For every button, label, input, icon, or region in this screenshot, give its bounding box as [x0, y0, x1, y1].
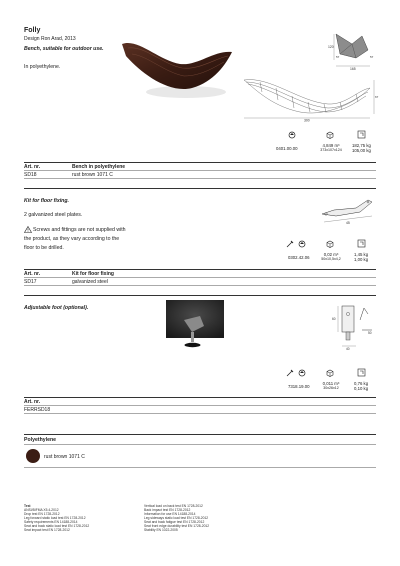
foot-dim-b: 50 [368, 331, 372, 335]
customs-code-2: 0302.42.06 [288, 255, 310, 260]
volume-dimensions: 373x107x124 [320, 148, 342, 152]
dim-width: 165 [350, 67, 356, 71]
test-item: Stability EN 1022-2005 [144, 528, 178, 532]
tests-right-list [144, 504, 209, 532]
finish-swatch-label: rust brown 1071 C [44, 454, 85, 460]
dim-h2: 57 [336, 55, 340, 59]
product-title: Folly [24, 27, 41, 34]
volume-dimensions-2: 50x10,5x4,2 [321, 257, 341, 261]
table2-row-desc: galvanized steel [72, 279, 108, 285]
weight-icon-2 [357, 239, 366, 248]
warning-icon [24, 226, 32, 233]
volume-dimensions-3: 30x26x12 [323, 386, 339, 390]
test-item: Back impact test EN 1728-2012 [144, 508, 191, 512]
wireframe-drawing [240, 72, 378, 122]
gross-weight-3: 0,76 kg [354, 381, 369, 386]
volume-value-3: 0,011 m³ [322, 381, 340, 386]
weight-icon [357, 130, 366, 139]
test-item: ANSI/BIFMA X5.4-2012 [24, 508, 59, 512]
net-weight-3: 0,10 kg [354, 386, 369, 391]
test-item: Seat front edge durability test EN 1728-2012 [144, 524, 210, 528]
bench-photo [118, 30, 236, 102]
dim-depth: 67 [375, 95, 379, 99]
table3-row-code: FERRSD18 [24, 407, 51, 413]
test-item: Leg forward static load test EN 1728-2012 [24, 516, 86, 520]
gross-weight: 182,75 kg [352, 143, 371, 148]
table3-col-art: Art. nr. [24, 399, 41, 405]
table2-col-art: Art. nr. [24, 271, 41, 277]
volume-value: 4,849 m³ [322, 143, 340, 148]
steel-plate-drawing [316, 196, 378, 230]
test-item: Drop test EN 1728-2012 [24, 512, 60, 516]
foot-dim-a: 60 [332, 317, 336, 321]
volume-value-2: 0,02 m³ [323, 252, 339, 257]
customs-code: 0401.00.00 [276, 146, 298, 151]
table1-row-desc: rust brown 1071 C [72, 172, 113, 178]
gross-weight-2: 1,45 kg [354, 252, 369, 257]
volume-cube-icon-2 [326, 240, 334, 248]
customs-code-icon-2 [298, 240, 306, 248]
warning-line-3: floor to be drilled. [24, 245, 64, 251]
screw-icon [286, 240, 294, 248]
customs-code-icon [288, 131, 296, 139]
net-weight: 105,00 kg [352, 148, 371, 153]
dim-h3: 57 [370, 55, 374, 59]
side-view-drawing [326, 30, 378, 74]
foot-photo [166, 300, 224, 350]
tests-left-list [24, 508, 89, 532]
foot-title: Adjustable foot (optional). [24, 305, 89, 311]
table2-row-code: SD17 [24, 279, 37, 285]
dim-height: 120 [328, 45, 334, 49]
designer-credit: Design Ron Arad, 2013 [24, 36, 76, 42]
kit-description: 2 galvanized steel plates. [24, 212, 83, 218]
finish-swatch [26, 449, 40, 463]
screw-icon-2 [286, 369, 294, 377]
finish-heading: Polyethylene [24, 437, 57, 443]
test-item: Safety requirements EN 14188-2014 [24, 520, 78, 524]
volume-cube-icon [326, 131, 334, 139]
kit-title: Kit for floor fixing. [24, 198, 69, 204]
table1-row-code: SD18 [24, 172, 37, 178]
warning-line-2: the product, as they vary according to the [24, 236, 120, 242]
test-item: Leg sideways static load test EN 1728-2012 [144, 516, 209, 520]
material-note: In polyethylene. [24, 64, 61, 70]
test-item: Seat and back fatigue test EN 1728-2012 [144, 520, 205, 524]
test-item: Seat and back static load test EN 1728-2012 [24, 524, 90, 528]
dim-length: 300 [304, 118, 310, 123]
foot-drawing [332, 300, 378, 352]
foot-dim-c: 40 [346, 347, 350, 351]
product-subtitle: Bench, suitable for outdoor use. [24, 46, 104, 52]
table1-col-desc: Bench in polyethylene [72, 164, 126, 170]
test-item: Seat impact test EN 1728-2012 [24, 528, 70, 532]
customs-code-icon-3 [298, 369, 306, 377]
table2-col-desc: Kit for floor fixing [72, 271, 114, 277]
warning-line-1: Screws and fittings are not supplied with [33, 227, 126, 233]
test-item: Information for use EN 14188-2014 [144, 512, 196, 516]
test-item: Vertical load on back test EN 1728-2012 [144, 504, 203, 508]
plate-dimension: 45 [346, 221, 350, 225]
customs-code-3: 7318.19.00 [288, 384, 310, 389]
weight-icon-3 [357, 368, 366, 377]
tests-heading: Test [24, 504, 31, 508]
net-weight-2: 1,00 kg [354, 257, 369, 262]
table1-col-art: Art. nr. [24, 164, 41, 170]
volume-cube-icon-3 [326, 369, 334, 377]
